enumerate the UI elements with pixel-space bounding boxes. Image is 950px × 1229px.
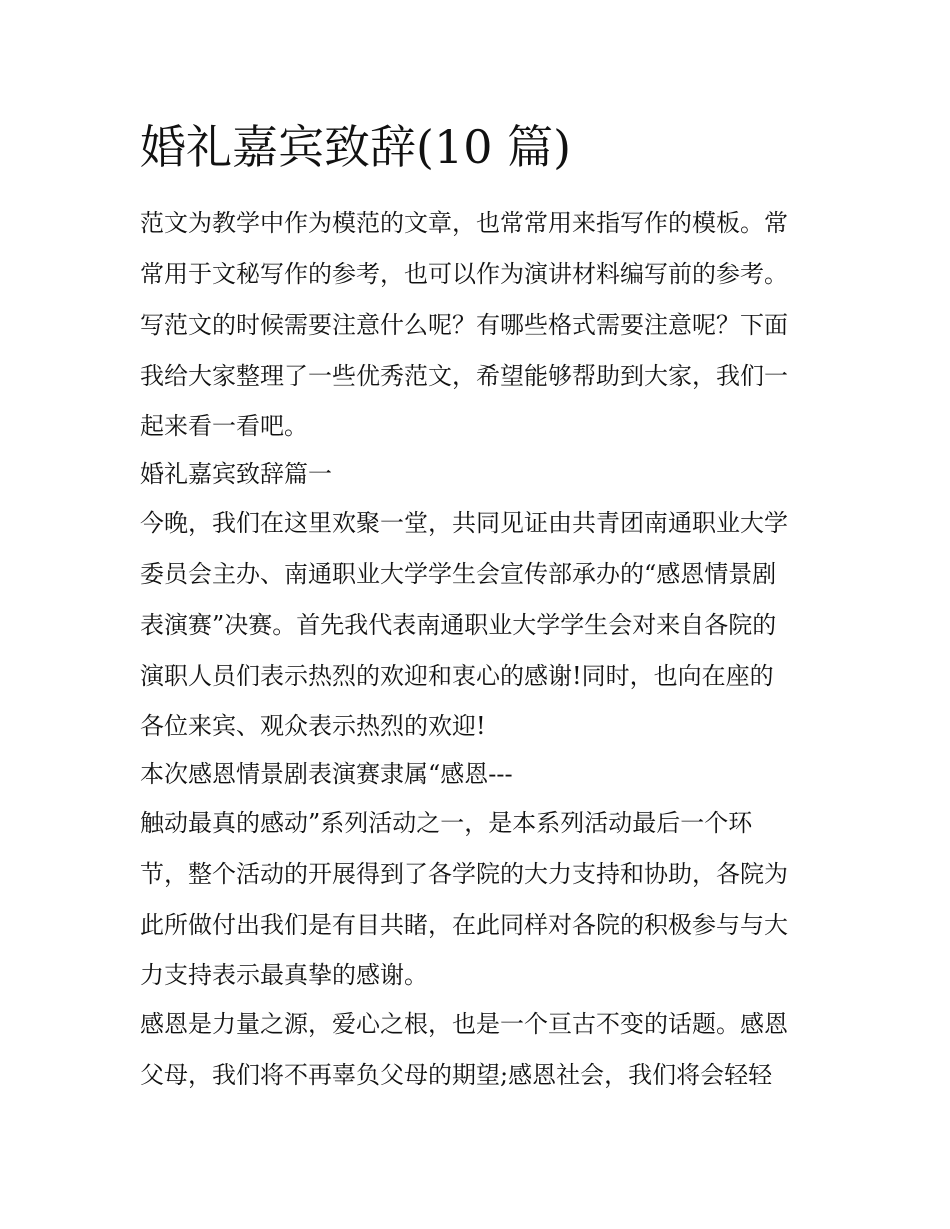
- body-line: 起来看一看吧。: [140, 412, 308, 440]
- body-line: 感恩是力量之源，爱心之根，也是一个亘古不变的话题。感恩: [140, 1010, 788, 1038]
- body-line: 我给大家整理了一些优秀范文，希望能够帮助到大家，我们一: [140, 362, 788, 390]
- page-title: 婚礼嘉宾致辞(10 篇): [140, 120, 572, 174]
- body-line: 表演赛”决赛。首先我代表南通职业大学学生会对来自各院的: [140, 611, 777, 639]
- body-line: 范文为教学中作为模范的文章，也常常用来指写作的模板。常: [140, 209, 788, 237]
- body-line: 节，整个活动的开展得到了各学院的大力支持和协助，各院为: [140, 860, 788, 888]
- document-body: [140, 198, 812, 1101]
- body-line: 今晚，我们在这里欢聚一堂，共同见证由共青团南通职业大学: [140, 509, 788, 537]
- body-line: 触动最真的感动”系列活动之一，是本系列活动最后一个环: [140, 809, 753, 837]
- body-line: 演职人员们表示热烈的欢迎和衷心的感谢!同时，也向在座的: [140, 662, 774, 690]
- body-line: 力支持表示最真挚的感谢。: [140, 961, 428, 989]
- body-line: 委员会主办、南通职业大学学生会宣传部承办的“感恩情景剧: [140, 560, 777, 588]
- body-line: 写范文的时候需要注意什么呢？有哪些格式需要注意呢？下面: [140, 311, 788, 339]
- body-line: 此所做付出我们是有目共睹，在此同样对各院的积极参与与大: [140, 911, 788, 939]
- body-line: 各位来宾、观众表示热烈的欢迎!: [140, 712, 486, 740]
- body-line: 本次感恩情景剧表演赛隶属“感恩---: [140, 760, 513, 788]
- body-line: 父母，我们将不再辜负父母的期望;感恩社会，我们将会轻轻: [140, 1061, 773, 1089]
- section-heading: 婚礼嘉宾致辞篇一: [140, 460, 332, 488]
- body-line: 常用于文秘写作的参考，也可以作为演讲材料编写前的参考。: [140, 260, 788, 288]
